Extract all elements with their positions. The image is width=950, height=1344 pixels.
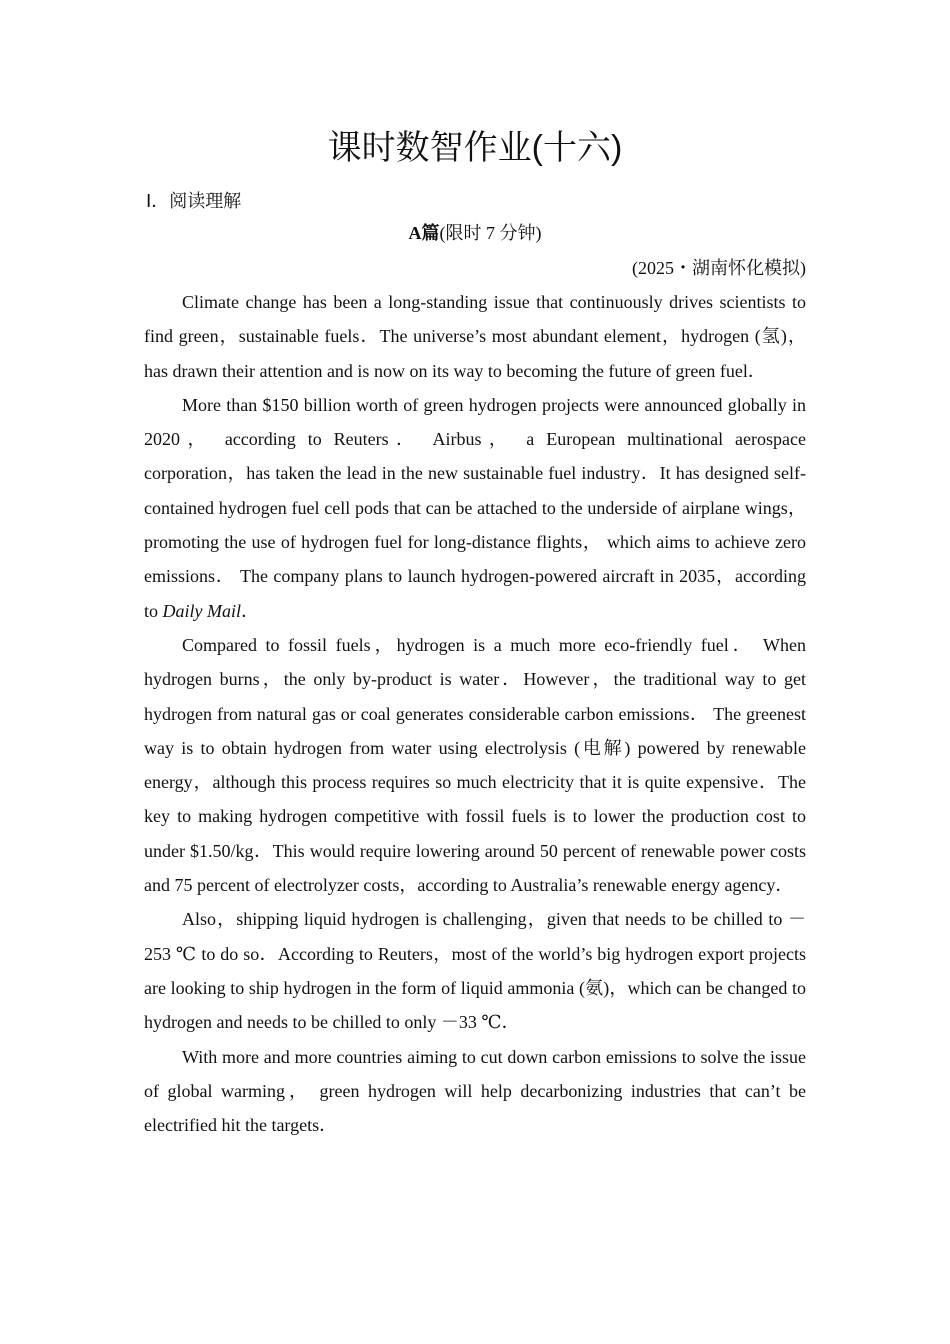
paragraph-text: ． xyxy=(241,600,260,621)
paragraph: Compared to fossil fuels，hydrogen is a much more eco-friendly fuel． When hydrogen burns，the only by-product is water．However，the traditional way to get hydrogen from natural gas or coal generates considerable carbon emissions． The greenest way is to obtain hydrogen from water using electrolysis (电解) powered by renewable energy，although this process requires so much electricity that it is quite expensive．The key to making hydrogen competitive with fossil fuels is to lower the production cost to under $1.50/kg．This would require lowering around 50 percent of renewable power costs and 75 percent of electrolyzer costs，according to Australia’s renewable energy agency． xyxy=(144,634,806,896)
paragraph xyxy=(144,388,806,628)
paragraph: Climate change has been a long-standing issue that continuously drives scientists to find green，sustainable fuels．The universe’s most abundant element，hydrogen (氢)，has drawn their attention and is now on its way to becoming the future of green fuel． xyxy=(144,292,806,381)
publication-name: Daily Mail xyxy=(162,600,242,621)
passage-body xyxy=(144,285,806,1142)
passage-label: A篇 xyxy=(408,223,440,243)
section-heading: Ⅰ．阅读理解 xyxy=(146,191,242,211)
passage-heading xyxy=(0,220,950,246)
page-title: 课时数智作业(十六) xyxy=(327,129,623,167)
passage-source: (2025・湖南怀化模拟) xyxy=(632,258,806,278)
passage-time-limit: (限时 7 分钟) xyxy=(439,223,542,243)
paragraph: Also，shipping liquid hydrogen is challenging，given that needs to be chilled to －253 ℃ to do so．According to Reuters，most of the world’s big hydrogen export projects are looking to ship hydrogen in the form of liquid ammonia (氨)，which can be changed to hydrogen and needs to be chilled to only －33 ℃． xyxy=(144,909,806,1033)
paragraph-text: More than $150 billion worth of green hydrogen projects were announced globally in 2020， according to Reuters． Airbus， a European multinational aerospace corporation，has taken the lead in the new sustainable fuel industry．It has designed self-contained hydrogen fuel cell pods that can be attached to the underside of airplane wings， promoting the use of hydrogen fuel for long-distance flights， which aims to achieve zero emissions． The company plans to launch hydrogen-powered aircraft in 2035，according to xyxy=(144,394,806,621)
paragraph: With more and more countries aiming to cut down carbon emissions to solve the issue of global warming， green hydrogen will help decarbonizing industries that can’t be electrified hit the targets． xyxy=(144,1046,806,1136)
